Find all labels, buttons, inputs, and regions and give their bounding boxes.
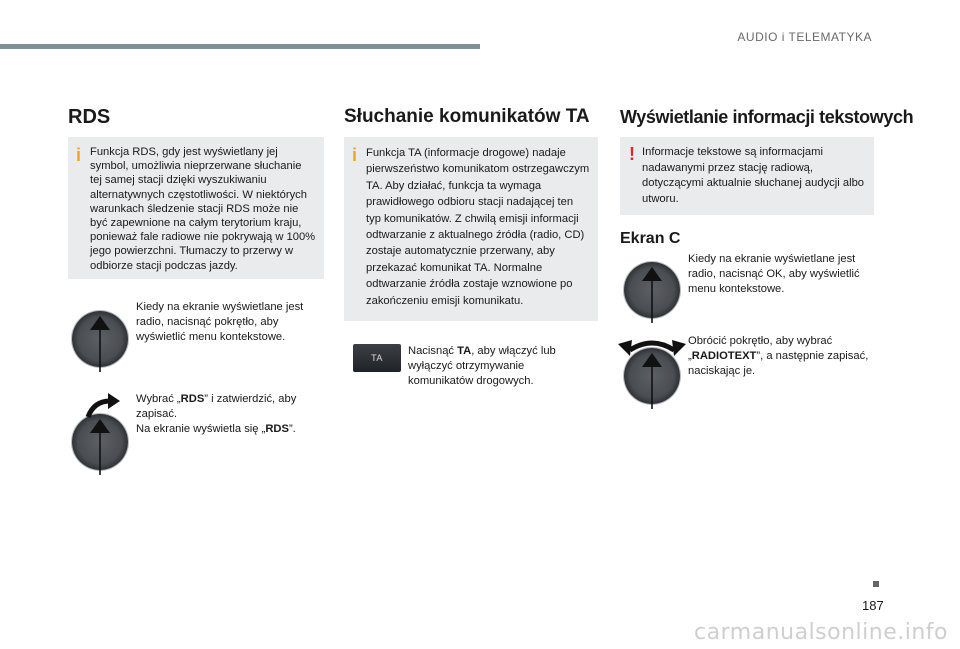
- rotate-both-arrow-icon: [618, 334, 686, 358]
- ekran-c-step2-text: Obrócić pokrętło, aby wybrać „RADIOTEXT”, a następnie zapisać, naciskając je.: [688, 335, 869, 377]
- text-info-box: [620, 137, 874, 215]
- rds-info-box: [68, 137, 324, 279]
- ta-button-icon: TA: [353, 344, 401, 372]
- header-accent-bar: [0, 44, 480, 49]
- page-marker: [873, 581, 879, 587]
- press-arrow-icon: [86, 417, 114, 477]
- ekran-c-step1-text: Kiedy na ekranie wyświetlane jest radio, nacisnąć OK, aby wyświetlić menu kontekstowe.: [688, 253, 860, 295]
- ta-heading: Słuchanie komunikatów TA: [344, 106, 590, 127]
- ekran-c-subheading: Ekran C: [620, 230, 681, 247]
- rotate-arrow-icon: [84, 393, 122, 419]
- text-info-heading: Wyświetlanie informacji tekstowych: [620, 107, 914, 127]
- rds-step2-text: Wybrać „RDS” i zatwierdzić, aby zapisać. Na ekranie wyświetla się „RDS”.: [136, 393, 297, 435]
- info-icon: i: [76, 145, 82, 165]
- section-title: AUDIO i TELEMATYKA: [737, 30, 872, 44]
- press-arrow-icon: [86, 314, 114, 374]
- press-arrow-icon: [638, 265, 666, 325]
- ta-info-box: [344, 137, 598, 321]
- rds-step1-text: Kiedy na ekranie wyświetlane jest radio, nacisnąć pokrętło, aby wyświetlić menu kontekstowe.: [136, 301, 304, 343]
- rds-info-text: Funkcja RDS, gdy jest wyświetlany jej symbol, umożliwia nieprzerwane słuchanie tej samej stacji dzięki wyszukiwaniu alternatywnych częstotliwości. W niektórych warunkach śledzenie stacji RDS może nie być zapewnione na całym terytorium kraju, ponieważ fale radiowe nie pokrywają w 100% jego powierzchni. Tłumaczy to przerwy w odbiorze stacji podczas jazdy.: [90, 146, 316, 272]
- warning-icon: !: [629, 144, 635, 164]
- info-icon: i: [352, 145, 358, 165]
- press-arrow-icon: [638, 351, 666, 411]
- page-number: 187: [862, 598, 884, 613]
- ta-step-text: Nacisnąć TA, aby włączyć lub wyłączyć otrzymywanie komunikatów drogowych.: [408, 345, 556, 387]
- text-info-text: Informacje tekstowe są informacjami nadawanymi przez stację radiową, dotyczącymi aktualnie słuchanej audycji albo utworu.: [642, 146, 865, 205]
- ta-info-text: Funkcja TA (informacje drogowe) nadaje pierwszeństwo komunikatom ostrzegawczym TA. Aby działać, funkcja ta wymaga prawidłowego odbioru stacji nadającej ten typ komunikatów. Z chwilą emisji informacji odtwarzanie z aktualnego źródła (radio, CD) zostaje automatycznie przerwany, aby przekazać komunikat TA. Normalne odtwarzanie źródła zostaje wznowione po zakończeniu emisji komunikatu.: [366, 147, 590, 307]
- rds-heading: RDS: [68, 106, 111, 128]
- watermark: carmanualsonline.info: [694, 620, 948, 645]
